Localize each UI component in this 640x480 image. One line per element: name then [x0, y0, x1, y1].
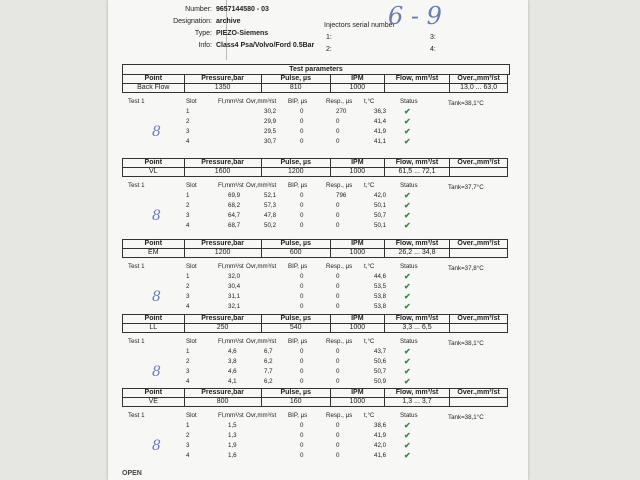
- result-cell: 1,5: [228, 422, 237, 429]
- result-cell: 0: [300, 212, 304, 219]
- result-cell: 3: [186, 293, 190, 300]
- params-col-header: IPM: [330, 75, 384, 84]
- results-col-header: Test 1: [128, 263, 145, 270]
- result-cell: 1: [186, 348, 190, 355]
- results-col-header: Status: [400, 263, 418, 270]
- results-col-header: Ovr,mm³/st: [246, 338, 277, 345]
- results-col-header: t,°C: [364, 338, 375, 345]
- results-col-header: Ovr,mm³/st: [246, 412, 277, 419]
- params-value: EM: [123, 249, 185, 258]
- result-cell: 0: [300, 422, 304, 429]
- params-col-header: Over.,mm³/st: [450, 159, 508, 168]
- handwritten-mark: 8: [152, 208, 161, 224]
- result-cell: 1: [186, 422, 190, 429]
- result-cell: 0: [300, 283, 304, 290]
- check-icon: ✔: [404, 107, 411, 116]
- result-cell: 1: [186, 273, 190, 280]
- designation-value: archive: [216, 18, 241, 25]
- params-value: 1000: [330, 324, 384, 333]
- result-cell: 50,6: [374, 358, 387, 365]
- result-cell: 41,9: [374, 432, 387, 439]
- params-value: Back Flow: [123, 84, 185, 93]
- results-col-header: Test 1: [128, 412, 145, 419]
- result-cell: 0: [336, 452, 340, 459]
- tank-temperature: Tank=37,8°C: [448, 265, 484, 272]
- params-value: 1000: [330, 168, 384, 177]
- result-cell: 31,1: [228, 293, 241, 300]
- result-cell: 0: [300, 202, 304, 209]
- result-cell: 7,7: [264, 368, 273, 375]
- results-col-header: Fl,mm³/st: [218, 412, 244, 419]
- params-value-row: [123, 249, 508, 258]
- results-col-header: Slot: [186, 182, 197, 189]
- result-cell: 41,4: [374, 118, 387, 125]
- tank-temperature: Tank=38,1°C: [448, 100, 484, 107]
- result-cell: 30,2: [264, 108, 277, 115]
- params-value: 1000: [330, 249, 384, 258]
- result-cell: 64,7: [228, 212, 241, 219]
- injector-3: 3:: [430, 34, 436, 41]
- check-icon: ✔: [404, 431, 411, 440]
- result-cell: 3: [186, 442, 190, 449]
- result-cell: 2: [186, 432, 190, 439]
- params-value: 250: [184, 324, 261, 333]
- check-icon: ✔: [404, 367, 411, 376]
- params-table: [122, 388, 508, 407]
- result-cell: 1: [186, 192, 190, 199]
- result-cell: 0: [336, 118, 340, 125]
- result-cell: 0: [300, 118, 304, 125]
- result-cell: 6,2: [264, 358, 273, 365]
- type-value: PIEZO-Siemens: [216, 30, 269, 37]
- result-cell: 0: [336, 432, 340, 439]
- result-cell: 0: [300, 432, 304, 439]
- result-cell: 796: [336, 192, 347, 199]
- results-col-header: Status: [400, 182, 418, 189]
- check-icon: ✔: [404, 282, 411, 291]
- params-col-header: Over.,mm³/st: [450, 315, 508, 324]
- result-cell: 30,7: [264, 138, 277, 145]
- result-cell: 50,7: [374, 212, 387, 219]
- check-icon: ✔: [404, 211, 411, 220]
- check-icon: ✔: [404, 221, 411, 230]
- results-col-header: Resp., µs: [326, 98, 353, 105]
- params-col-header: Over.,mm³/st: [450, 75, 508, 84]
- results-col-header: Fl,mm³/st: [218, 338, 244, 345]
- result-cell: 0: [336, 212, 340, 219]
- results-col-header: Status: [400, 338, 418, 345]
- result-cell: 41,6: [374, 452, 387, 459]
- params-col-header: Flow, mm³/st: [384, 240, 449, 249]
- results-col-header: Fl,mm³/st: [218, 98, 244, 105]
- number-value: 9657144580 - 03: [216, 6, 269, 13]
- params-header-row: [123, 389, 508, 398]
- result-cell: 41,9: [374, 128, 387, 135]
- params-value: 1200: [184, 249, 261, 258]
- result-cell: 29,5: [264, 128, 277, 135]
- params-header-row: [123, 75, 508, 84]
- designation-label: Designation:: [173, 18, 212, 25]
- params-value: 1,3 ... 3,7: [384, 398, 449, 407]
- result-cell: 4,6: [228, 368, 237, 375]
- results-col-header: t,°C: [364, 263, 375, 270]
- params-col-header: Flow, mm³/st: [384, 389, 449, 398]
- params-col-header: IPM: [330, 389, 384, 398]
- results-col-header: Ovr,mm³/st: [246, 263, 277, 270]
- results-col-header: BIP, µs: [288, 338, 308, 345]
- params-col-header: Pulse, µs: [261, 315, 330, 324]
- result-cell: 0: [336, 128, 340, 135]
- check-icon: ✔: [404, 357, 411, 366]
- result-cell: 4,1: [228, 378, 237, 385]
- params-value: 1350: [184, 84, 261, 93]
- info-value: Class4 Psa/Volvo/Ford 0.5Bar: [216, 42, 315, 49]
- result-cell: 1,9: [228, 442, 237, 449]
- result-cell: 68,7: [228, 222, 241, 229]
- result-cell: 41,1: [374, 138, 387, 145]
- params-value: VL: [123, 168, 185, 177]
- params-value: 61,5 ... 72,1: [384, 168, 449, 177]
- brand-logo: OPEN: [122, 470, 142, 477]
- params-table: [122, 314, 508, 333]
- result-cell: 4: [186, 138, 190, 145]
- result-cell: 38,6: [374, 422, 387, 429]
- result-cell: 0: [300, 108, 304, 115]
- result-cell: 53,8: [374, 293, 387, 300]
- result-cell: 0: [300, 378, 304, 385]
- params-table: [122, 158, 508, 177]
- report-header: [108, 0, 528, 60]
- params-col-header: Pressure,bar: [184, 315, 261, 324]
- result-cell: 0: [300, 293, 304, 300]
- params-value: VE: [123, 398, 185, 407]
- params-header-row: [123, 159, 508, 168]
- result-cell: 44,6: [374, 273, 387, 280]
- params-value: 160: [261, 398, 330, 407]
- result-cell: 47,8: [264, 212, 277, 219]
- result-cell: 0: [300, 192, 304, 199]
- result-cell: 43,7: [374, 348, 387, 355]
- params-value: 1200: [261, 168, 330, 177]
- result-cell: 3: [186, 128, 190, 135]
- result-cell: 0: [300, 128, 304, 135]
- result-cell: 0: [336, 303, 340, 310]
- params-col-header: Point: [123, 159, 185, 168]
- params-value: 1000: [330, 84, 384, 93]
- params-value: 1000: [330, 398, 384, 407]
- results-col-header: Resp., µs: [326, 182, 353, 189]
- params-value: 13,0 ... 63,0: [450, 84, 508, 93]
- params-value-row: [123, 398, 508, 407]
- params-col-header: Pulse, µs: [261, 240, 330, 249]
- params-value: 800: [184, 398, 261, 407]
- result-cell: 0: [336, 293, 340, 300]
- params-col-header: Flow, mm³/st: [384, 75, 449, 84]
- result-cell: 6,2: [264, 378, 273, 385]
- injector-1: 1:: [326, 34, 332, 41]
- result-cell: 0: [336, 273, 340, 280]
- params-value: 1600: [184, 168, 261, 177]
- params-col-header: Flow, mm³/st: [384, 315, 449, 324]
- params-table: [122, 239, 508, 258]
- result-cell: 0: [336, 368, 340, 375]
- params-value: 3,3 ... 6,5: [384, 324, 449, 333]
- result-cell: 3,8: [228, 358, 237, 365]
- check-icon: ✔: [404, 377, 411, 386]
- injector-2: 2:: [326, 46, 332, 53]
- check-icon: ✔: [404, 421, 411, 430]
- check-icon: ✔: [404, 127, 411, 136]
- result-cell: 52,1: [264, 192, 277, 199]
- result-cell: 1,3: [228, 432, 237, 439]
- check-icon: ✔: [404, 137, 411, 146]
- result-cell: 50,7: [374, 368, 387, 375]
- result-cell: 4: [186, 222, 190, 229]
- results-col-header: t,°C: [364, 412, 375, 419]
- params-col-header: Flow, mm³/st: [384, 159, 449, 168]
- results-col-header: Test 1: [128, 338, 145, 345]
- handwritten-mark: 8: [152, 438, 161, 454]
- result-cell: 50,2: [264, 222, 277, 229]
- result-cell: 30,4: [228, 283, 241, 290]
- params-value: [450, 249, 508, 258]
- result-cell: 50,9: [374, 378, 387, 385]
- injector-4: 4:: [430, 46, 436, 53]
- params-value-row: [123, 168, 508, 177]
- result-cell: 0: [300, 368, 304, 375]
- check-icon: ✔: [404, 441, 411, 450]
- params-col-header: IPM: [330, 159, 384, 168]
- result-cell: 0: [336, 222, 340, 229]
- tank-temperature: Tank=38,1°C: [448, 340, 484, 347]
- result-cell: 0: [336, 422, 340, 429]
- params-col-header: IPM: [330, 315, 384, 324]
- check-icon: ✔: [404, 191, 411, 200]
- params-value: [450, 168, 508, 177]
- results-col-header: t,°C: [364, 182, 375, 189]
- result-cell: 4: [186, 452, 190, 459]
- params-col-header: Point: [123, 75, 185, 84]
- params-value: 810: [261, 84, 330, 93]
- results-col-header: Resp., µs: [326, 263, 353, 270]
- result-cell: 32,0: [228, 273, 241, 280]
- result-cell: 0: [300, 442, 304, 449]
- check-icon: ✔: [404, 451, 411, 460]
- check-icon: ✔: [404, 117, 411, 126]
- result-cell: 57,3: [264, 202, 277, 209]
- result-cell: 2: [186, 283, 190, 290]
- params-col-header: Pressure,bar: [184, 240, 261, 249]
- result-cell: 0: [336, 348, 340, 355]
- number-label: Number:: [185, 6, 212, 13]
- results-col-header: Resp., µs: [326, 412, 353, 419]
- result-cell: 3: [186, 212, 190, 219]
- results-col-header: Status: [400, 412, 418, 419]
- result-cell: 6,7: [264, 348, 273, 355]
- result-cell: 50,1: [374, 202, 387, 209]
- results-col-header: t,°C: [364, 98, 375, 105]
- check-icon: ✔: [404, 302, 411, 311]
- result-cell: 53,8: [374, 303, 387, 310]
- results-col-header: Slot: [186, 98, 197, 105]
- result-cell: 2: [186, 358, 190, 365]
- params-value: 540: [261, 324, 330, 333]
- result-cell: 0: [336, 283, 340, 290]
- results-col-header: Ovr,mm³/st: [246, 98, 277, 105]
- handwritten-mark: 8: [152, 289, 161, 305]
- params-value-row: [123, 324, 508, 333]
- params-col-header: Pulse, µs: [261, 389, 330, 398]
- result-cell: 4: [186, 303, 190, 310]
- result-cell: 2: [186, 118, 190, 125]
- type-label: Type:: [194, 30, 212, 37]
- params-col-header: Over.,mm³/st: [450, 240, 508, 249]
- injectors-title: Injectors serial number: [324, 22, 395, 29]
- result-cell: 0: [300, 358, 304, 365]
- params-col-header: Point: [123, 389, 185, 398]
- results-col-header: Slot: [186, 338, 197, 345]
- result-cell: 0: [300, 222, 304, 229]
- params-col-header: Point: [123, 240, 185, 249]
- params-col-header: Point: [123, 315, 185, 324]
- params-value: [384, 84, 449, 93]
- test-parameters-title: Test parameters: [122, 64, 510, 75]
- results-col-header: Fl,mm³/st: [218, 263, 244, 270]
- result-cell: 0: [300, 273, 304, 280]
- handwritten-mark: 8: [152, 364, 161, 380]
- params-value: 26,2 ... 34,8: [384, 249, 449, 258]
- params-value: 600: [261, 249, 330, 258]
- params-value-row: [123, 84, 508, 93]
- result-cell: 0: [300, 138, 304, 145]
- check-icon: ✔: [404, 292, 411, 301]
- check-icon: ✔: [404, 201, 411, 210]
- results-col-header: Fl,mm³/st: [218, 182, 244, 189]
- result-cell: 1: [186, 108, 190, 115]
- result-cell: 68,2: [228, 202, 241, 209]
- results-col-header: Slot: [186, 412, 197, 419]
- result-cell: 1,6: [228, 452, 237, 459]
- result-cell: 3: [186, 368, 190, 375]
- result-cell: 0: [336, 202, 340, 209]
- handwritten-note: 6 - 9: [388, 2, 442, 30]
- result-cell: 0: [336, 378, 340, 385]
- handwritten-mark: 8: [152, 124, 161, 140]
- params-col-header: IPM: [330, 240, 384, 249]
- results-col-header: BIP, µs: [288, 263, 308, 270]
- params-value: LL: [123, 324, 185, 333]
- result-cell: 29,9: [264, 118, 277, 125]
- result-cell: 42,0: [374, 192, 387, 199]
- tank-temperature: Tank=37,7°C: [448, 184, 484, 191]
- results-col-header: Ovr,mm³/st: [246, 182, 277, 189]
- results-col-header: BIP, µs: [288, 412, 308, 419]
- results-col-header: Slot: [186, 263, 197, 270]
- info-label: Info:: [198, 42, 212, 49]
- result-cell: 50,1: [374, 222, 387, 229]
- result-cell: 0: [300, 452, 304, 459]
- check-icon: ✔: [404, 272, 411, 281]
- results-col-header: Status: [400, 98, 418, 105]
- params-col-header: Pressure,bar: [184, 389, 261, 398]
- result-cell: 0: [336, 442, 340, 449]
- report-sheet: [108, 0, 528, 480]
- params-value: [450, 398, 508, 407]
- result-cell: 270: [336, 108, 347, 115]
- result-cell: 0: [336, 138, 340, 145]
- check-icon: ✔: [404, 347, 411, 356]
- params-value: [450, 324, 508, 333]
- params-header-row: [123, 315, 508, 324]
- result-cell: 0: [336, 358, 340, 365]
- results-col-header: BIP, µs: [288, 98, 308, 105]
- results-col-header: BIP, µs: [288, 182, 308, 189]
- result-cell: 2: [186, 202, 190, 209]
- result-cell: 0: [300, 303, 304, 310]
- params-table: [122, 74, 508, 93]
- params-col-header: Pulse, µs: [261, 159, 330, 168]
- results-col-header: Resp., µs: [326, 338, 353, 345]
- result-cell: 4: [186, 378, 190, 385]
- params-col-header: Over.,mm³/st: [450, 389, 508, 398]
- result-cell: 42,0: [374, 442, 387, 449]
- params-col-header: Pulse, µs: [261, 75, 330, 84]
- result-cell: 53,5: [374, 283, 387, 290]
- result-cell: 69,9: [228, 192, 241, 199]
- params-col-header: Pressure,bar: [184, 75, 261, 84]
- result-cell: 36,3: [374, 108, 387, 115]
- result-cell: 32,1: [228, 303, 241, 310]
- params-header-row: [123, 240, 508, 249]
- result-cell: 4,6: [228, 348, 237, 355]
- result-cell: 0: [300, 348, 304, 355]
- results-col-header: Test 1: [128, 98, 145, 105]
- params-col-header: Pressure,bar: [184, 159, 261, 168]
- tank-temperature: Tank=38,1°C: [448, 414, 484, 421]
- results-col-header: Test 1: [128, 182, 145, 189]
